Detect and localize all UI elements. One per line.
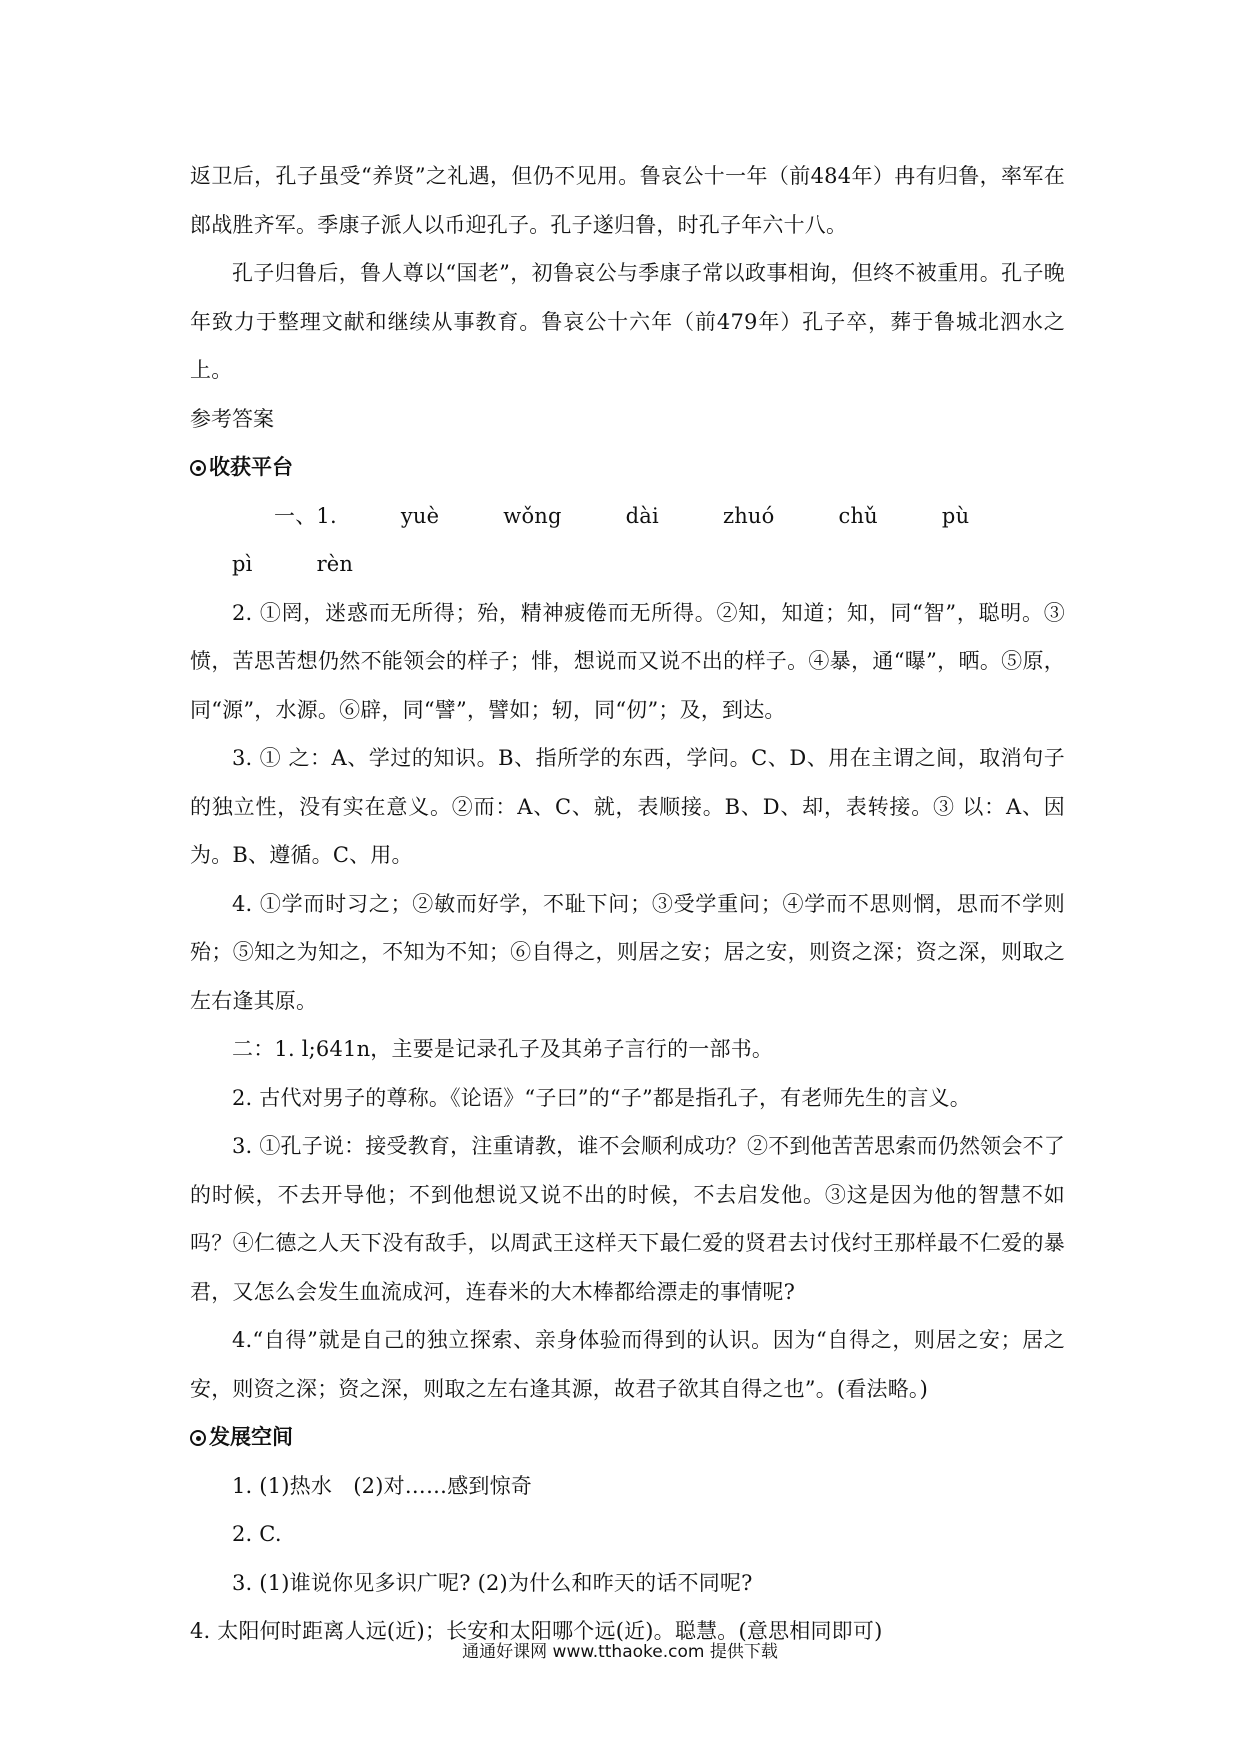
circle-bullet-icon xyxy=(190,460,206,476)
answer-item: 3. (1)谁说你见多识广呢? (2)为什么和昨天的话不同呢? xyxy=(232,1570,753,1595)
answer-item: 1. (1)热水 (2)对……感到惊奇 xyxy=(232,1473,533,1498)
pinyin-answer-line xyxy=(190,492,1065,589)
answer-item: 2. C. xyxy=(232,1522,282,1546)
pinyin-item: rèn xyxy=(316,552,354,576)
circle-bullet-icon xyxy=(190,1430,206,1446)
pinyin-item: chǔ xyxy=(838,503,878,528)
answers-label: 参考答案 xyxy=(190,406,274,431)
pinyin-item: dài xyxy=(625,503,659,528)
paragraph-return-to-wei: 返卫后，孔子虽受“养贤”之礼遇，但仍不见用。鲁哀公十一年（前484年）冉有归鲁，率军在郎战胜齐军。季康子派人以币迎孔子。孔子遂归鲁，时孔子年六十八。 xyxy=(190,164,1065,237)
answer-item: 二：1. l;641n，主要是记录孔子及其弟子言行的一部书。 xyxy=(232,1037,774,1061)
pinyin-item: zhuó xyxy=(722,503,775,528)
section-heading-development xyxy=(190,1413,1065,1462)
answer-item: 3. ① 之：A、学过的知识。B、指所学的东西，学问。C、D、用在主谓之间，取消句子的独立性，没有实在意义。②而：A、C、就，表顺接。B、D、却，表转接。③ 以：A、因为。B、遵循。C、用。 xyxy=(190,746,1065,867)
page-footer: 通通好课网 www.tthaoke.com 提供下载 xyxy=(462,1642,778,1662)
document-body xyxy=(190,152,1065,1656)
answer-item: 3. ①孔子说：接受教育，注重请教，谁不会顺利成功？②不到他苦苦思索而仍然领会不了的时候，不去开导他；不到他想说又说不出的时候，不去启发他。③这是因为他的智慧不如吗？④仁德之人天下没有敌手，以周武王这样天下最仁爱的贤君去讨伐纣王那样最不仁爱的暴君，又怎么会发生血流成河，连春米的大木棒都给漂走的事情呢? xyxy=(190,1134,1065,1304)
section-title: 发展空间 xyxy=(209,1425,293,1449)
section-heading-harvest xyxy=(190,443,1065,492)
pinyin-prefix: 一、1. xyxy=(274,503,337,528)
answer-item: 4. 太阳何时距离人远(近)；长安和太阳哪个远(近)。聪慧。(意思相同即可) xyxy=(190,1619,883,1643)
answer-item: 2. 古代对男子的尊称。《论语》“子曰”的“子”都是指孔子，有老师先生的言义。 xyxy=(232,1085,971,1110)
pinyin-item: yuè xyxy=(400,503,440,528)
section-title: 收获平台 xyxy=(209,455,293,479)
answer-item: 4.“自得”就是自己的独立探索、亲身体验而得到的认识。因为“自得之，则居之安；居之安，则资之深；资之深，则取之左右逢其源，故君子欲其自得之也”。(看法略。) xyxy=(190,1328,1065,1401)
answer-item: 4. ①学而时习之；②敏而好学，不耻下问；③受学重问；④学而不思则惘，思而不学则殆；⑤知之为知之，不知为不知；⑥自得之，则居之安；居之安，则资之深；资之深，则取之左右逢其原。 xyxy=(190,891,1065,1013)
answer-item: 2. ①罔，迷惑而无所得；殆，精神疲倦而无所得。②知，知道；知，同“智”，聪明。③愤，苦思苦想仍然不能领会的样子；悱，想说而又说不出的样子。④暴，通“曝”，晒。⑤原，同“源”，水源。⑥辟，同“譬”，譬如；轫，同“仞”；及，到达。 xyxy=(190,600,1065,722)
pinyin-item: wǒng xyxy=(503,503,562,528)
pinyin-item: pì xyxy=(232,552,253,576)
paragraph-return-to-lu: 孔子归鲁后，鲁人尊以“国老”，初鲁哀公与季康子常以政事相询，但终不被重用。孔子晚年致力于整理文献和继续从事教育。鲁哀公十六年（前479年）孔子卒，葬于鲁城北泗水之上。 xyxy=(190,261,1065,382)
pinyin-item: pù xyxy=(941,503,970,528)
